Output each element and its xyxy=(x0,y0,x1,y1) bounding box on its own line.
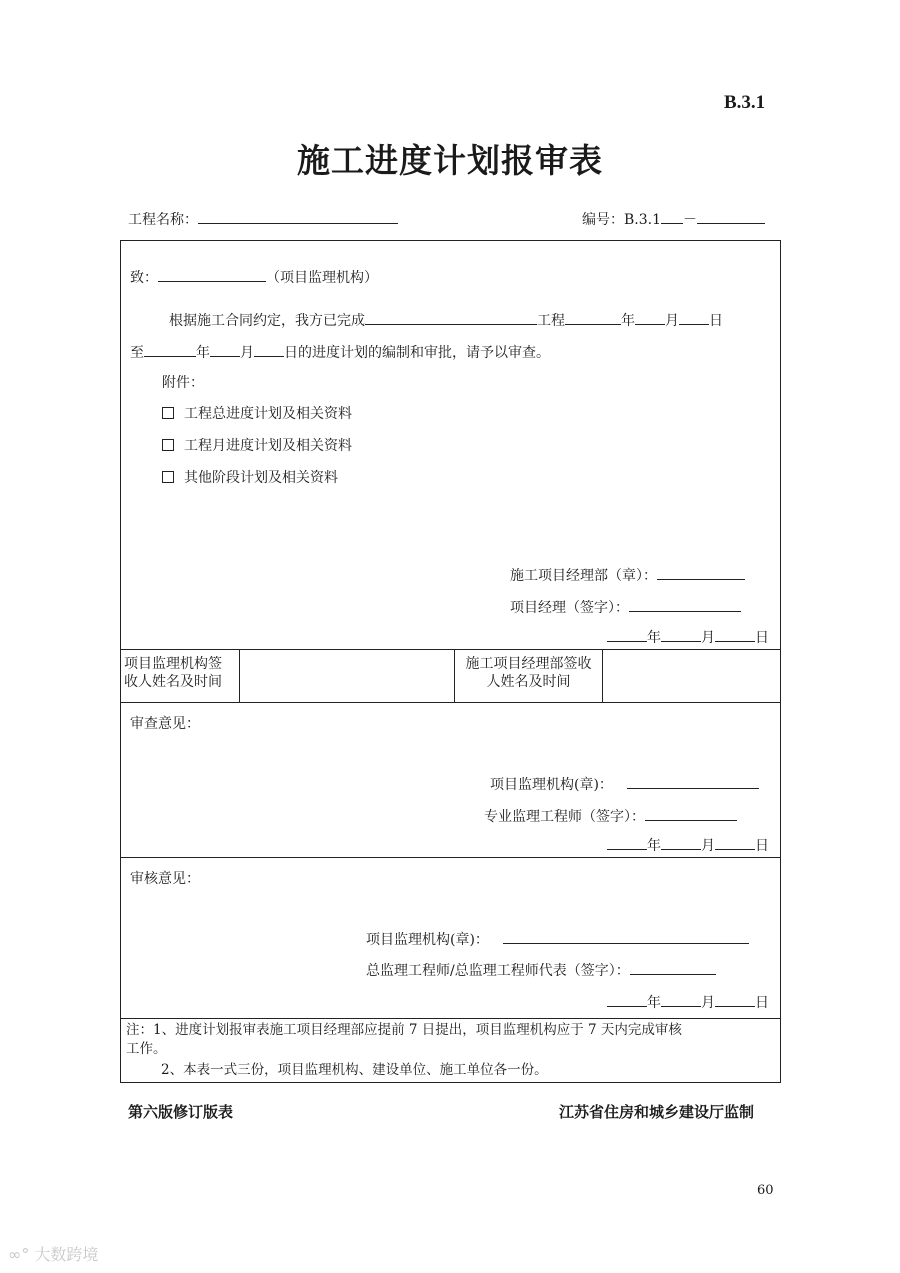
form-code: B.3.1 xyxy=(724,92,766,113)
end-year-blank[interactable] xyxy=(144,342,196,357)
month-blank[interactable] xyxy=(635,310,665,325)
divider-line xyxy=(121,857,780,858)
month-label: 月 xyxy=(701,630,715,646)
divider-line xyxy=(121,702,780,703)
approval-opinion-label: 审核意见： xyxy=(130,871,200,887)
end-day-blank[interactable] xyxy=(254,342,284,357)
checkbox[interactable] xyxy=(162,439,174,451)
label-line: 施工项目经理部签收 xyxy=(465,656,592,672)
month-blank[interactable] xyxy=(661,835,701,850)
day-blank[interactable] xyxy=(715,835,755,850)
page-number: 60 xyxy=(757,1183,774,1198)
year-label: 年 xyxy=(196,345,210,361)
project-manager-label: 项目经理（签字）： xyxy=(510,600,629,616)
note-line-1: 注：1、进度计划报审表施工项目经理部应提前 7 日提出，项目监理机构应于 7 天内完成审核 xyxy=(126,1022,682,1038)
day-label: 日 xyxy=(709,313,723,329)
contractor-receiver-field[interactable] xyxy=(603,650,780,702)
review-org-seal-blank[interactable] xyxy=(627,774,759,789)
end-month-blank[interactable] xyxy=(210,342,240,357)
chief-engineer-sign-line xyxy=(366,960,716,980)
attachment-item[interactable] xyxy=(162,469,338,487)
chief-engineer-label: 总监理工程师/总监理工程师代表（签字）： xyxy=(366,963,630,979)
contractor-dept-blank[interactable] xyxy=(657,565,745,580)
contractor-dept-label: 施工项目经理部（章）： xyxy=(510,568,657,584)
date-line xyxy=(607,992,769,1012)
year-blank[interactable] xyxy=(607,627,647,642)
supervision-receiver-label xyxy=(124,655,222,691)
year-label: 年 xyxy=(647,995,661,1011)
form-number-blank-1[interactable] xyxy=(661,209,683,224)
period-end-line xyxy=(130,342,550,362)
to-label: 致： xyxy=(130,270,158,286)
date-line xyxy=(607,835,769,855)
note-line-2: 2、本表一式三份，项目监理机构、建设单位、施工单位各一份。 xyxy=(161,1062,548,1078)
day-blank[interactable] xyxy=(715,627,755,642)
day-blank[interactable] xyxy=(715,992,755,1007)
approval-org-seal-label: 项目监理机构(章)： xyxy=(366,932,489,948)
form-number-label: 编号： xyxy=(582,212,624,228)
engineer-sign-line xyxy=(484,806,737,826)
form-number-row xyxy=(582,209,765,229)
day-label: 日 xyxy=(755,838,769,854)
checkbox[interactable] xyxy=(162,471,174,483)
label-line: 收人姓名及时间 xyxy=(124,674,222,690)
day-label: 日 xyxy=(755,995,769,1011)
day-blank[interactable] xyxy=(679,310,709,325)
review-opinion-label: 审查意见： xyxy=(130,716,200,732)
attachments-label: 附件： xyxy=(162,375,204,391)
to-blank[interactable] xyxy=(158,267,266,282)
completion-text: 根据施工合同约定，我方已完成 xyxy=(169,313,365,329)
attachment-item[interactable] xyxy=(162,405,352,423)
year-blank[interactable] xyxy=(607,835,647,850)
completion-line xyxy=(169,310,723,330)
month-blank[interactable] xyxy=(661,627,701,642)
day-label: 日 xyxy=(755,630,769,646)
footer-issuer: 江苏省住房和城乡建设厅监制 xyxy=(559,1103,755,1121)
divider-line xyxy=(454,649,455,702)
project-name-blank[interactable] xyxy=(198,209,398,224)
attachment-label: 工程月进度计划及相关资料 xyxy=(184,438,352,454)
month-label: 月 xyxy=(665,313,679,329)
note-line-1-wrap: 工作。 xyxy=(126,1041,167,1057)
contractor-dept-seal-line xyxy=(510,565,745,585)
year-label: 年 xyxy=(621,313,635,329)
approval-org-seal-blank[interactable] xyxy=(503,929,749,944)
approval-org-seal-line xyxy=(366,929,749,949)
footer-edition: 第六版修订版表 xyxy=(128,1103,234,1121)
project-manager-sign-line xyxy=(510,597,741,617)
review-request-text: 日的进度计划的编制和审批，请予以审查。 xyxy=(284,345,550,361)
year-blank[interactable] xyxy=(607,992,647,1007)
project-name-row xyxy=(128,209,398,229)
page-title: 施工进度计划报审表 xyxy=(297,141,603,180)
work-label: 工程 xyxy=(537,313,565,329)
project-manager-blank[interactable] xyxy=(629,597,741,612)
watermark-text: 大数跨境 xyxy=(34,1245,99,1264)
checkbox[interactable] xyxy=(162,407,174,419)
review-org-seal-label: 项目监理机构(章)： xyxy=(490,777,613,793)
divider-line xyxy=(121,1018,780,1019)
project-name-label: 工程名称： xyxy=(128,212,198,228)
attachment-item[interactable] xyxy=(162,437,352,455)
chief-engineer-blank[interactable] xyxy=(630,960,716,975)
attachment-label: 其他阶段计划及相关资料 xyxy=(184,470,338,486)
year-label: 年 xyxy=(647,630,661,646)
contractor-receiver-label xyxy=(456,655,601,691)
to-suffix: （项目监理机构） xyxy=(266,270,378,286)
date-line xyxy=(607,627,769,647)
form-number-prefix: B.3.1 xyxy=(624,212,662,228)
review-org-seal-line xyxy=(490,774,759,794)
form-number-blank-2[interactable] xyxy=(697,209,765,224)
label-line: 人姓名及时间 xyxy=(486,674,571,690)
engineer-blank[interactable] xyxy=(645,806,737,821)
month-label: 月 xyxy=(701,838,715,854)
engineer-label: 专业监理工程师（签字）： xyxy=(484,809,645,825)
form-number-dash: － xyxy=(683,212,698,228)
watermark-logo-icon: ∞° xyxy=(8,1245,30,1264)
month-blank[interactable] xyxy=(661,992,701,1007)
period-start-label: 至 xyxy=(130,345,144,361)
work-name-blank[interactable] xyxy=(365,310,537,325)
month-label: 月 xyxy=(240,345,254,361)
to-line xyxy=(130,267,378,287)
watermark xyxy=(8,1242,98,1265)
month-label: 月 xyxy=(701,995,715,1011)
label-line: 项目监理机构签 xyxy=(124,656,222,672)
attachment-label: 工程总进度计划及相关资料 xyxy=(184,406,352,422)
supervision-receiver-field[interactable] xyxy=(240,650,453,702)
year-blank[interactable] xyxy=(565,310,621,325)
approval-form-table xyxy=(120,240,781,1083)
year-label: 年 xyxy=(647,838,661,854)
